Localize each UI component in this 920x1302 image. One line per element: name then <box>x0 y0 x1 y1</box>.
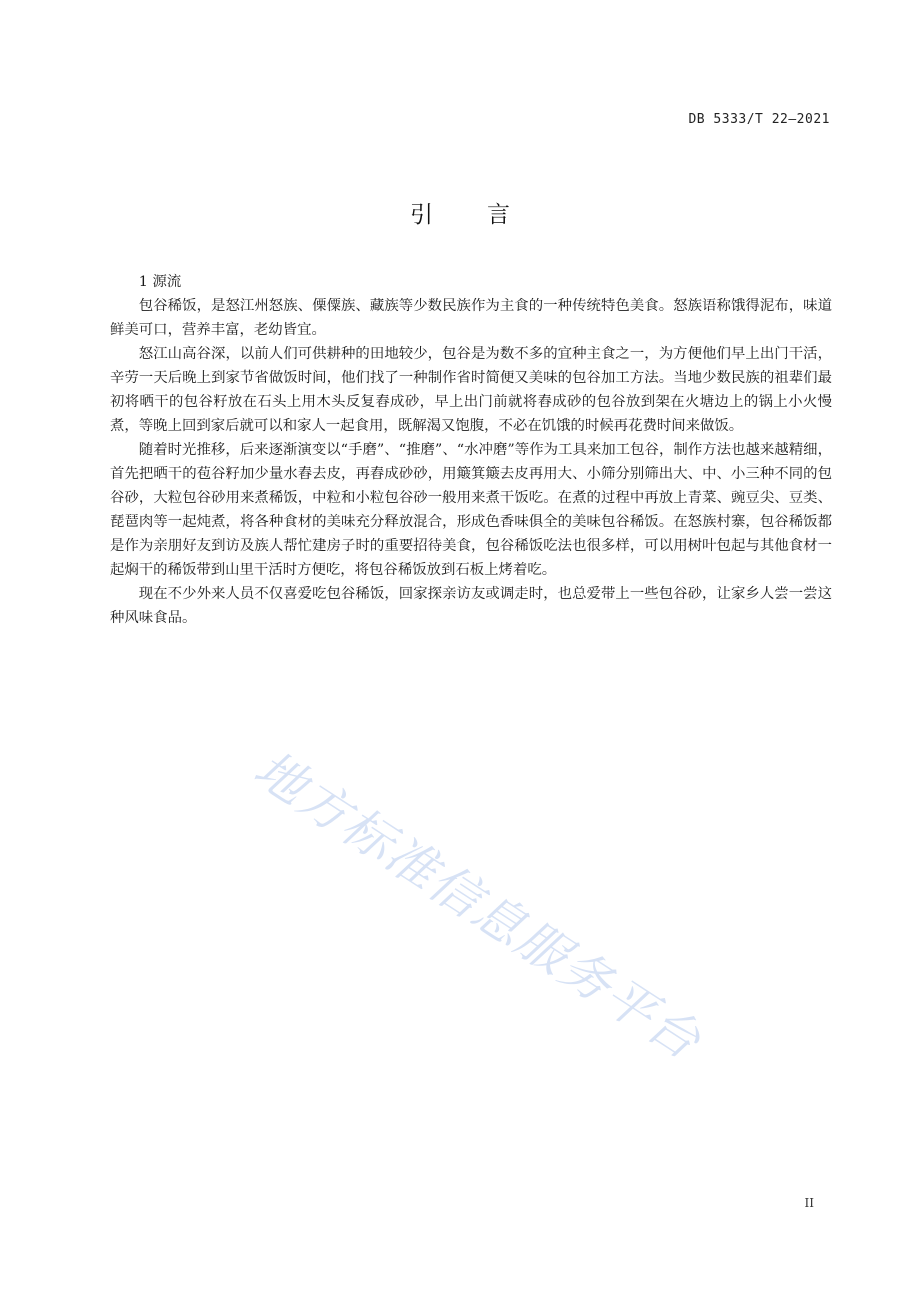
section-heading: 1 源流 <box>138 274 182 290</box>
paragraph-4: 现在不少外来人员不仅喜爱吃包谷稀饭，回家探亲访友或调走时，也总爱带上一些包谷砂，让家乡人尝一尝这种风味食品。 <box>110 586 832 626</box>
section-body <box>110 270 832 630</box>
paragraph-2: 怒江山高谷深，以前人们可供耕种的田地较少，包谷是为数不多的宜种主食之一，为方便他们早上出门干活，辛劳一天后晚上到家节省做饭时间，他们找了一种制作省时简便又美味的包谷加工方法。当地少数民族的祖辈们最初将晒干的包谷籽放在石头上用木头反复舂成砂，早上出门前就将舂成砂的包谷放到架在火塘边上的锅上小火慢煮，等晚上回到家后就可以和家人一起食用，既解渴又饱腹，不必在饥饿的时候再花费时间来做饭。 <box>110 346 832 434</box>
paragraph-3: 随着时光推移，后来逐渐演变以“手磨”、“推磨”、“水冲磨”等作为工具来加工包谷，制作方法也越来越精细，首先把晒干的苞谷籽加少量水舂去皮，再舂成砂砂，用簸箕簸去皮再用大、小筛分别筛出大、中、小三种不同的包谷砂，大粒包谷砂用来煮稀饭，中粒和小粒包谷砂一般用来煮干饭吃。在煮的过程中再放上青菜、豌豆尖、豆类、琵琶肉等一起炖煮，将各种食材的美味充分释放混合，形成色香味俱全的美味包谷稀饭。在怒族村寨，包谷稀饭都是作为亲朋好友到访及族人帮忙建房子时的重要招待美食，包谷稀饭吃法也很多样，可以用树叶包起与其他食材一起焖干的稀饭带到山里干活时方便吃，将包谷稀饭放到石板上烤着吃。 <box>110 442 832 578</box>
page-title: 引言 <box>410 202 564 228</box>
document-code: DB 5333/T 22—2021 <box>688 112 830 127</box>
page-number: II <box>804 1196 814 1210</box>
watermark-text: 地方标准信息服务平台 <box>243 739 712 1072</box>
paragraph-1: 包谷稀饭，是怒江州怒族、傈僳族、藏族等少数民族作为主食的一种传统特色美食。怒族语称饿得泥布，味道鲜美可口，营养丰富，老幼皆宜。 <box>110 298 832 338</box>
